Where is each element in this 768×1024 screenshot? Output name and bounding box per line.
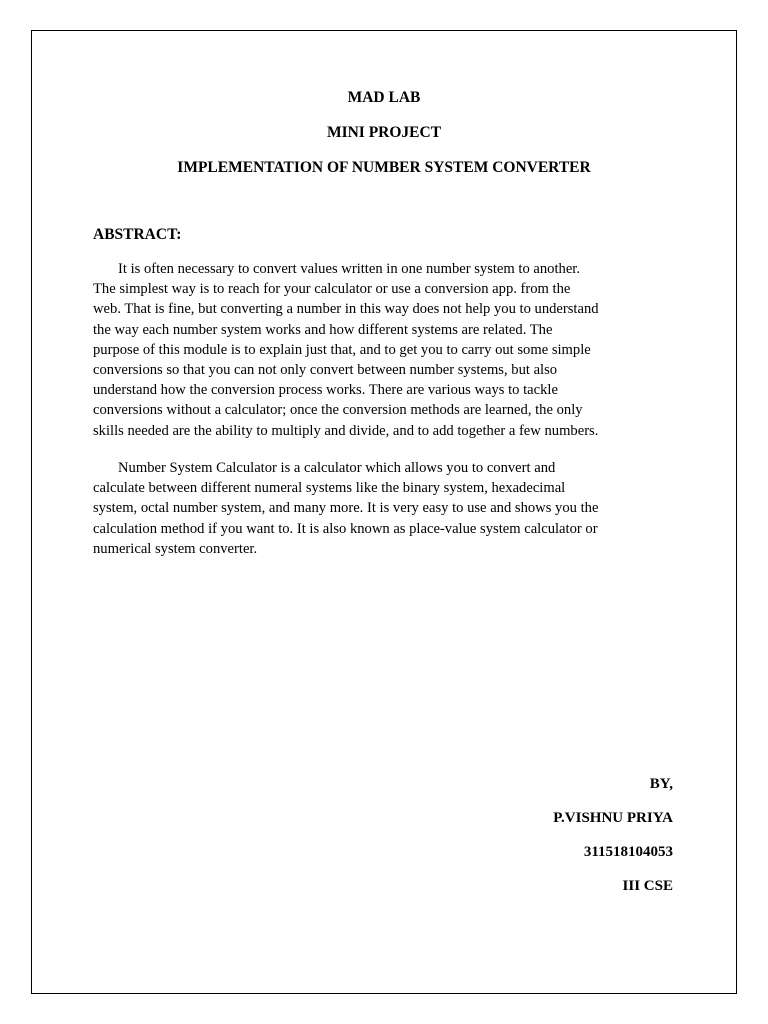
author-department: III CSE [622,878,673,894]
paragraph-line: Number System Calculator is a calculator which allows you to convert and [118,460,556,476]
paragraph-line: the way each number system works and how different systems are related. The [93,321,553,338]
paragraph-line: calculate between different numeral systems like the binary system, hexadecimal [93,480,566,497]
abstract-heading: ABSTRACT: [93,226,182,243]
abstract-paragraph-1 [93,259,693,441]
paragraph-line: understand how the conversion process works. There are various ways to tackle [93,382,558,399]
paragraph-line: system, octal number system, and many more. It is very easy to use and shows you the [93,500,599,517]
doc-title-project-name: IMPLEMENTATION OF NUMBER SYSTEM CONVERTER [177,159,591,176]
paragraph-line: numerical system converter. [93,540,258,557]
paragraph-line: conversions so that you can not only convert between number systems, but also [93,362,558,379]
paragraph-line: purpose of this module is to explain just that, and to get you to carry out some simple [93,341,591,358]
author-register-number: 311518104053 [583,844,673,860]
paragraph-line: skills needed are the ability to multiply and divide, and to add together a few numbers. [93,422,599,439]
abstract-paragraph-2 [93,458,693,559]
paragraph-line: calculation method if you want to. It is also known as place-value system calculator or [93,520,598,537]
paragraph-line: web. That is fine, but converting a number in this way does not help you to understand [93,301,599,318]
paragraph-line: conversions without a calculator; once the conversion methods are learned, the only [93,402,583,419]
doc-title-project-type: MINI PROJECT [326,124,442,141]
author-name: P.VISHNU PRIYA [553,810,673,826]
author-by-label: BY, [649,776,673,792]
paragraph-line: The simplest way is to reach for your calculator or use a conversion app. from the [93,281,571,298]
doc-title-lab: MAD LAB [347,89,421,106]
paragraph-line: It is often necessary to convert values written in one number system to another. [118,261,581,277]
